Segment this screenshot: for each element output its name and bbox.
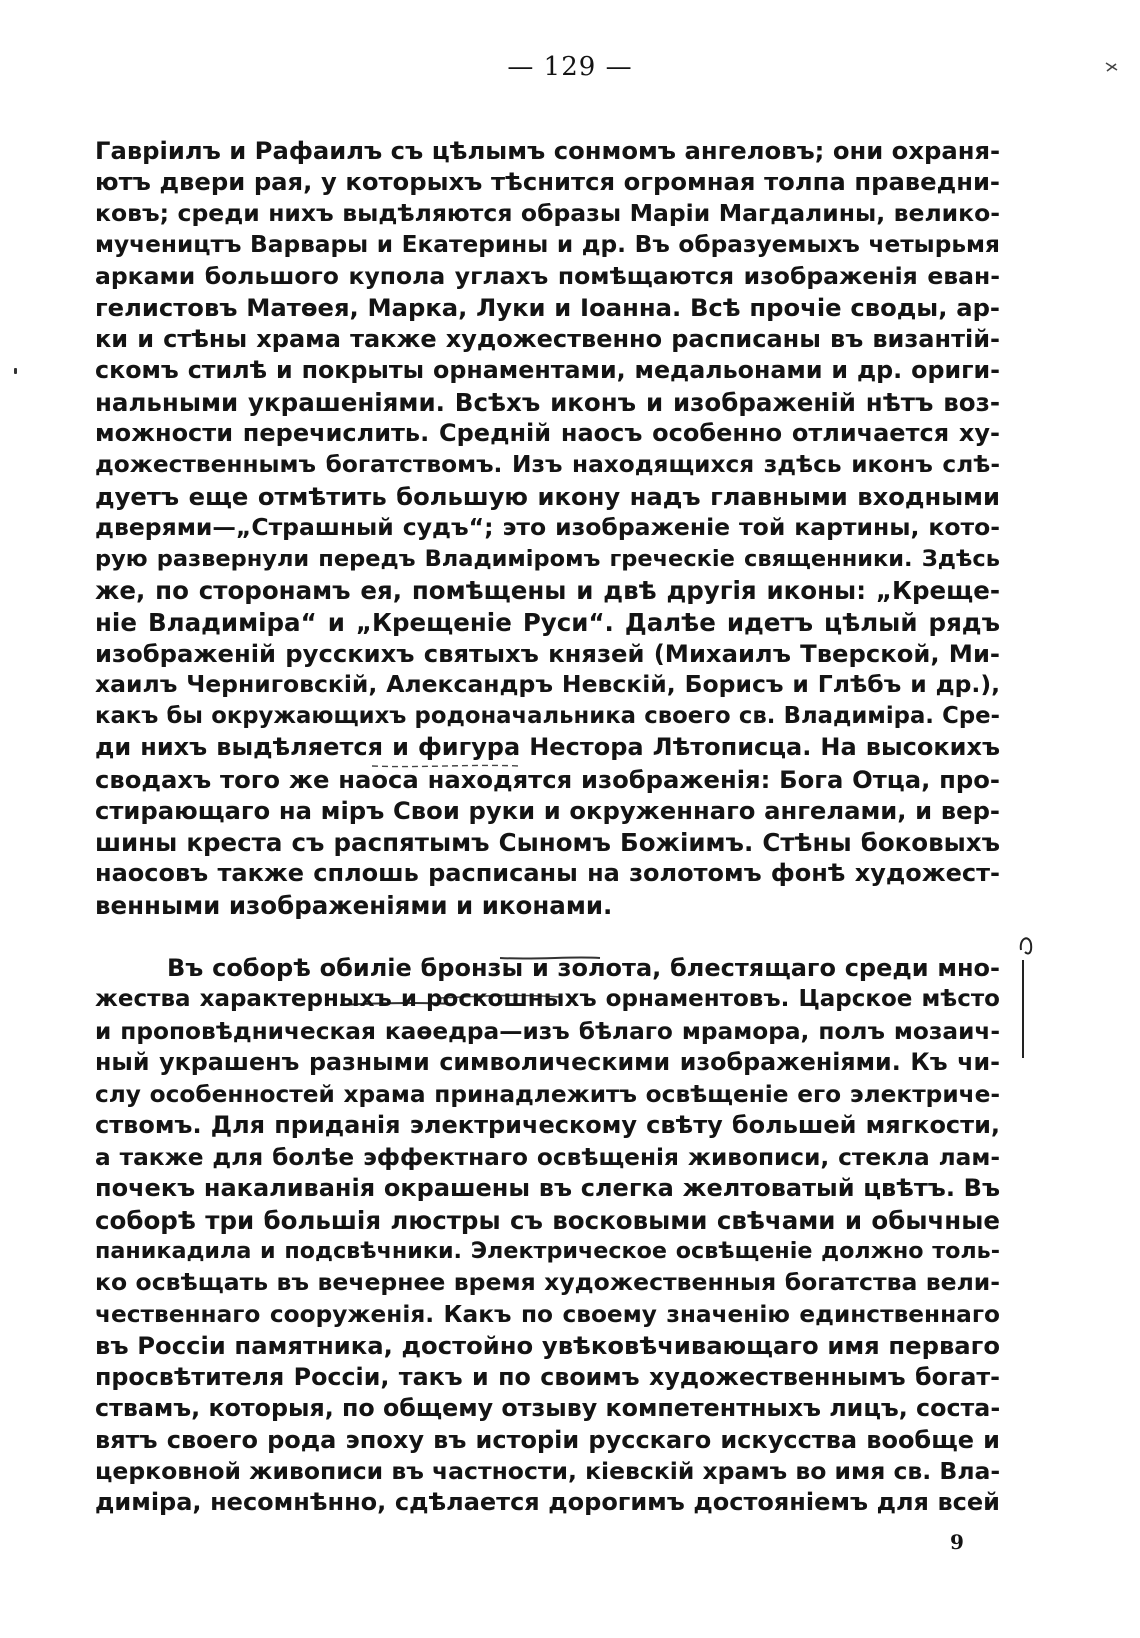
text-line: Гавріилъ и Рафаилъ съ цѣлымъ сонмомъ ангеловъ; они охраня- [95, 136, 1001, 165]
text-line: какъ бы окружающихъ родоначальника своего св. Владиміра. Сре- [95, 702, 1000, 729]
text-line: жества характерныхъ и роскошныхъ орнаментовъ. Царское мѣсто [95, 986, 1000, 1013]
text-line: же, по сторонамъ ея, помѣщены и двѣ другія иконы: „Креще- [95, 576, 1000, 606]
text-line: просвѣтителя Россіи, такъ и по своимъ художественнымъ богат- [95, 1362, 1000, 1391]
text-line: ствомъ. Для приданія электрическому свѣту большей мягкости, [95, 1111, 1000, 1140]
text-line: скомъ стилѣ и покрыты орнаментами, медальонами и др. ориги- [95, 356, 1000, 385]
text-line: гелистовъ Матѳея, Марка, Луки и Іоанна. Всѣ прочіе своды, ар- [95, 293, 1000, 323]
text-line: почекъ накаливанія окрашены въ слегка желтоватый цвѣтъ. Въ [95, 1174, 1000, 1203]
text-line: дожественнымъ богатствомъ. Изъ находящихся здѣсь иконъ слѣ- [95, 451, 1000, 479]
paragraph-2 [95, 953, 1000, 1519]
text-line: и проповѣдническая каѳедра—изъ бѣлаго мрамора, полъ мозаич- [95, 1017, 1000, 1045]
signature-mark: 9 [950, 1530, 964, 1554]
text-line: изображеній русскихъ святыхъ князей (Михаилъ Тверской, Ми- [95, 639, 1000, 668]
text-line: шины креста съ распятымъ Сыномъ Божіимъ. Стѣны боковыхъ [95, 827, 1000, 857]
text-line: нальными украшеніями. Всѣхъ иконъ и изображеній нѣтъ воз- [95, 387, 1000, 417]
text-line: слу особенностей храма принадлежитъ освѣщеніе его электриче- [95, 1080, 1000, 1108]
text-line: ки и стѣны храма также художественно расписаны въ византій- [95, 324, 1000, 353]
text-line: ніе Владиміра“ и „Крещеніе Руси“. Далѣе идетъ цѣлый рядъ [95, 607, 1000, 637]
margin-mark [14, 368, 17, 374]
text-line: стирающаго на міръ Свои руки и окруженнаго ангелами, и вер- [95, 796, 1000, 826]
page-number-header: — 129 — [507, 52, 633, 82]
text-line: ди нихъ выдѣляется и фигура Нестора Лѣтописца. На высокихъ [95, 733, 1000, 762]
text-line: въ Россіи памятника, достойно увѣковѣчивающаго имя перваго [95, 1331, 1000, 1361]
text-line: можности перечислить. Среднiй наосъ особенно отличается ху- [95, 418, 1000, 447]
text-line: венными изображеніями и иконами. [95, 890, 613, 920]
corner-pencil-mark [1104, 60, 1120, 74]
text-line: ко освѣщать въ вечернее время художественныя богатства вели- [95, 1268, 1000, 1297]
text-line: ковъ; среди нихъ выдѣляются образы Маріи Магдалины, велико- [95, 198, 1000, 227]
text-line: ствамъ, которыя, по общему отзыву компетентныхъ лицъ, соста- [95, 1394, 1001, 1423]
text-line: дуетъ еще отмѣтить большую икону надъ главными входными [95, 481, 1000, 511]
text-line: ный украшенъ разными символическими изображеніями. Къ чи- [95, 1048, 1000, 1077]
text-line: чественнаго сооруженія. Какъ по своему значенію единственнаго [95, 1300, 1000, 1328]
margin-bracket-mark [1015, 930, 1055, 1065]
text-line: сводахъ того же наоса находятся изображенія: Бога Отца, про- [95, 764, 1000, 794]
text-line: паникадила и подсвѣчники. Электрическое освѣщеніе должно толь- [95, 1237, 1000, 1264]
text-line: а также для болѣе эффектнаго освѣщенія живописи, стекла лам- [95, 1143, 1000, 1171]
text-line: Въ соборѣ обиліе бронзы и золота, блестящаго среди мно- [167, 954, 1000, 982]
text-line: соборѣ три большія люстры съ восковыми свѣчами и обычные [95, 1205, 1000, 1235]
text-line: ютъ двери рая, у которыхъ тѣснится огромная толпа праведни- [95, 167, 1000, 197]
text-line: рую развернули передъ Владиміромъ греческіе священники. Здѣсь [95, 545, 1000, 572]
text-line: вятъ своего рода эпоху въ исторіи русскаго искусства вообще и [95, 1425, 1000, 1454]
text-line: хаилъ Черниговскій, Александръ Невскій, Борисъ и Глѣбъ и др.), [95, 670, 1000, 699]
text-line: дверями—„Страшный судъ“; это изображеніе той картины, кото- [95, 513, 1000, 542]
text-line: церковной живописи въ частности, кіевскій храмъ во имя св. Вла- [95, 1457, 1001, 1485]
text-line: наосовъ также сплошь расписаны на золотомъ фонѣ художест- [95, 859, 1000, 888]
text-line: диміра, несомнѣнно, сдѣлается дорогимъ достояніемъ для всей [95, 1488, 1000, 1517]
paragraph-1 [95, 135, 1000, 921]
text-line: мучеництъ Варвары и Екатерины и др. Въ образуемыхъ четырьмя [95, 231, 1000, 259]
text-line: арками большого купола углахъ помѣщаются изображенія еван- [95, 261, 1000, 290]
